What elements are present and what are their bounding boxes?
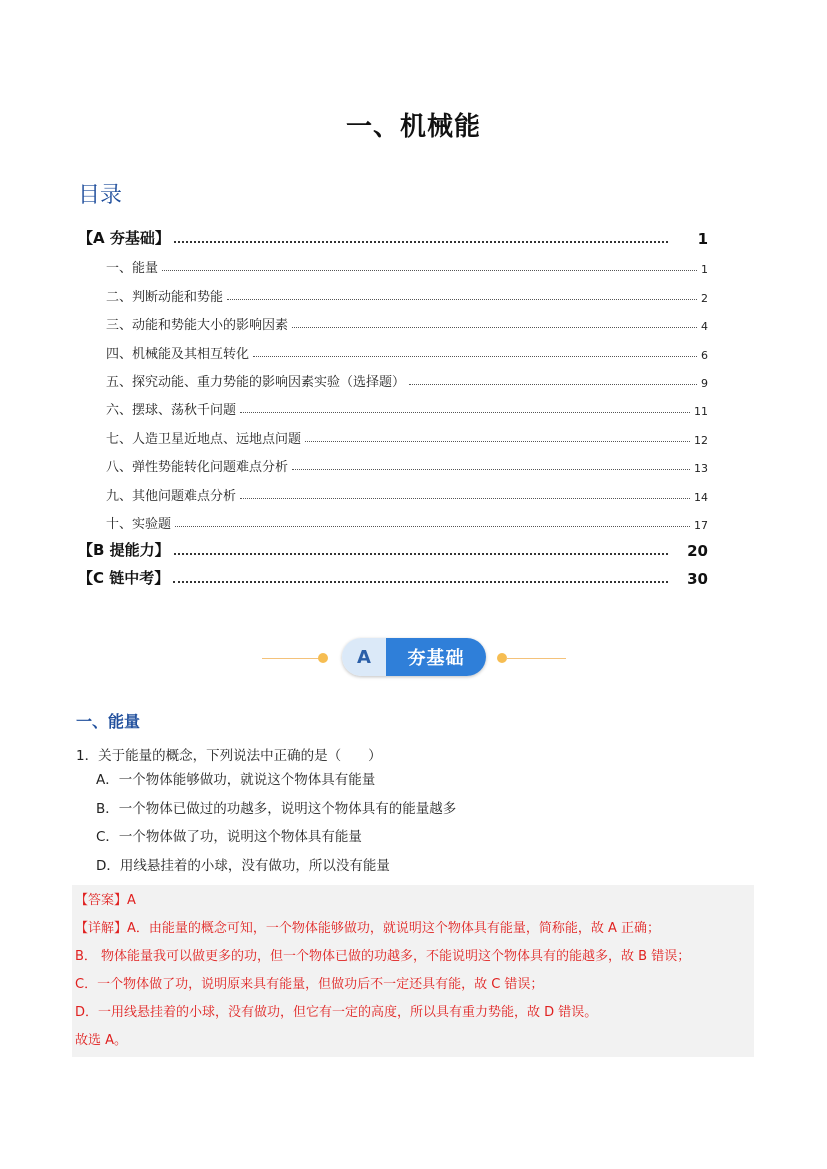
banner-pill [342,638,486,676]
answer-line: 故选 A。 [75,1033,128,1048]
answer-line: C．一个物体做了功，说明原来具有能量，但做功后不一定还具有能，故 C 错误； [75,977,544,992]
toc-entry[interactable] [78,276,708,304]
question-option-b: B．一个物体已做过的功越多，说明这个物体具有的能量越多 [96,800,457,817]
toc-entry-page: 30 [687,569,708,588]
toc-entry-page: 20 [687,541,708,560]
question-option-d: D．用线悬挂着的小球，没有做功，所以没有能量 [96,857,390,874]
answer-line: B． 物体能量我可以做更多的功，但一个物体已做的功越多，不能说明这个物体具有的能越多，故 B 错误； [75,949,691,964]
toc-entry-page: 1 [701,263,708,277]
toc-leader-dots [174,241,668,243]
toc-entry-label: 八、弹性势能转化问题难点分析 [106,460,289,476]
banner-dot-left [318,653,328,663]
toc-entry[interactable] [78,362,708,390]
toc-entry[interactable] [78,560,708,588]
toc-leader-dots [240,498,690,499]
section-banner [262,638,566,678]
toc-entry-label: 【B 提能力】 [78,540,170,559]
toc-entry[interactable] [78,447,708,475]
toc-entry-label: 【C 链中考】 [78,568,170,587]
toc-entry-label: 二、判断动能和势能 [106,289,224,305]
toc-leader-dots [162,270,697,271]
toc-entry-page: 17 [694,518,708,532]
toc-leader-dots [240,412,690,413]
banner-line-right [506,658,566,659]
question-option-c: C．一个物体做了功，说明这个物体具有能量 [96,829,362,845]
toc-leader-dots [409,384,697,385]
answer-line: 【详解】A．由能量的概念可知，一个物体能够做功，就说明这个物体具有能量，简称能，故 A 正确； [75,921,661,936]
toc-entry-page: 4 [701,320,708,334]
toc-entry[interactable] [78,248,708,276]
toc-entry-page: 11 [694,405,708,419]
toc-leader-dots [227,299,697,300]
toc-entry[interactable] [78,418,708,446]
toc-leader-dots [174,553,668,555]
toc-entry-label: 六、摆球、荡秋千问题 [106,403,237,419]
banner-letter: A [342,638,386,676]
toc-entry-label: 十、实验题 [106,516,172,532]
toc-entry[interactable] [78,532,708,560]
toc-entry-label: 五、探究动能、重力势能的影响因素实验（选择题） [106,374,406,390]
question-stem: 1．关于能量的概念，下列说法中正确的是（ ） [76,748,382,764]
toc-entry-label: 三、动能和势能大小的影响因素 [106,318,289,334]
toc-entry[interactable] [78,504,708,532]
toc-heading: 目录 [78,183,123,208]
section-heading: 一、能量 [76,712,141,731]
toc-entry-page: 12 [694,433,708,447]
toc-entry-label: 一、能量 [106,261,159,277]
toc-leader-dots [292,327,697,328]
toc-entry[interactable] [78,390,708,418]
toc-entry[interactable] [78,475,708,503]
toc-leader-dots [292,469,690,470]
toc-entry-label: 【A 夯基础】 [78,229,170,247]
toc-entry-label: 四、机械能及其相互转化 [106,346,250,362]
banner-line-left [262,658,324,659]
page-title: 一、机械能 [345,112,481,142]
question [76,744,456,882]
table-of-contents [78,220,708,588]
toc-entry[interactable] [78,333,708,361]
toc-leader-dots [173,581,668,583]
toc-entry-page: 9 [701,376,708,390]
toc-leader-dots [253,356,697,357]
toc-entry[interactable] [78,220,708,248]
answer-line: D．一用线悬挂着的小球，没有做功，但它有一定的高度，所以具有重力势能，故 D 错误。 [75,1005,598,1020]
banner-text: 夯基础 [386,638,486,676]
toc-entry-label: 七、人造卫星近地点、远地点问题 [106,431,302,447]
toc-entry-label: 九、其他问题难点分析 [106,488,237,504]
toc-leader-dots [305,441,690,442]
toc-entry-page: 13 [694,462,708,476]
toc-entry[interactable] [78,305,708,333]
answer-box [72,885,754,1057]
toc-entry-page: 2 [701,291,708,305]
answer-line: 【答案】A [75,893,136,908]
toc-leader-dots [175,526,690,527]
toc-entry-page: 14 [694,490,708,504]
toc-entry-page: 6 [701,348,708,362]
toc-entry-page: 1 [697,230,708,248]
question-option-a: A．一个物体能够做功，就说这个物体具有能量 [96,772,376,788]
